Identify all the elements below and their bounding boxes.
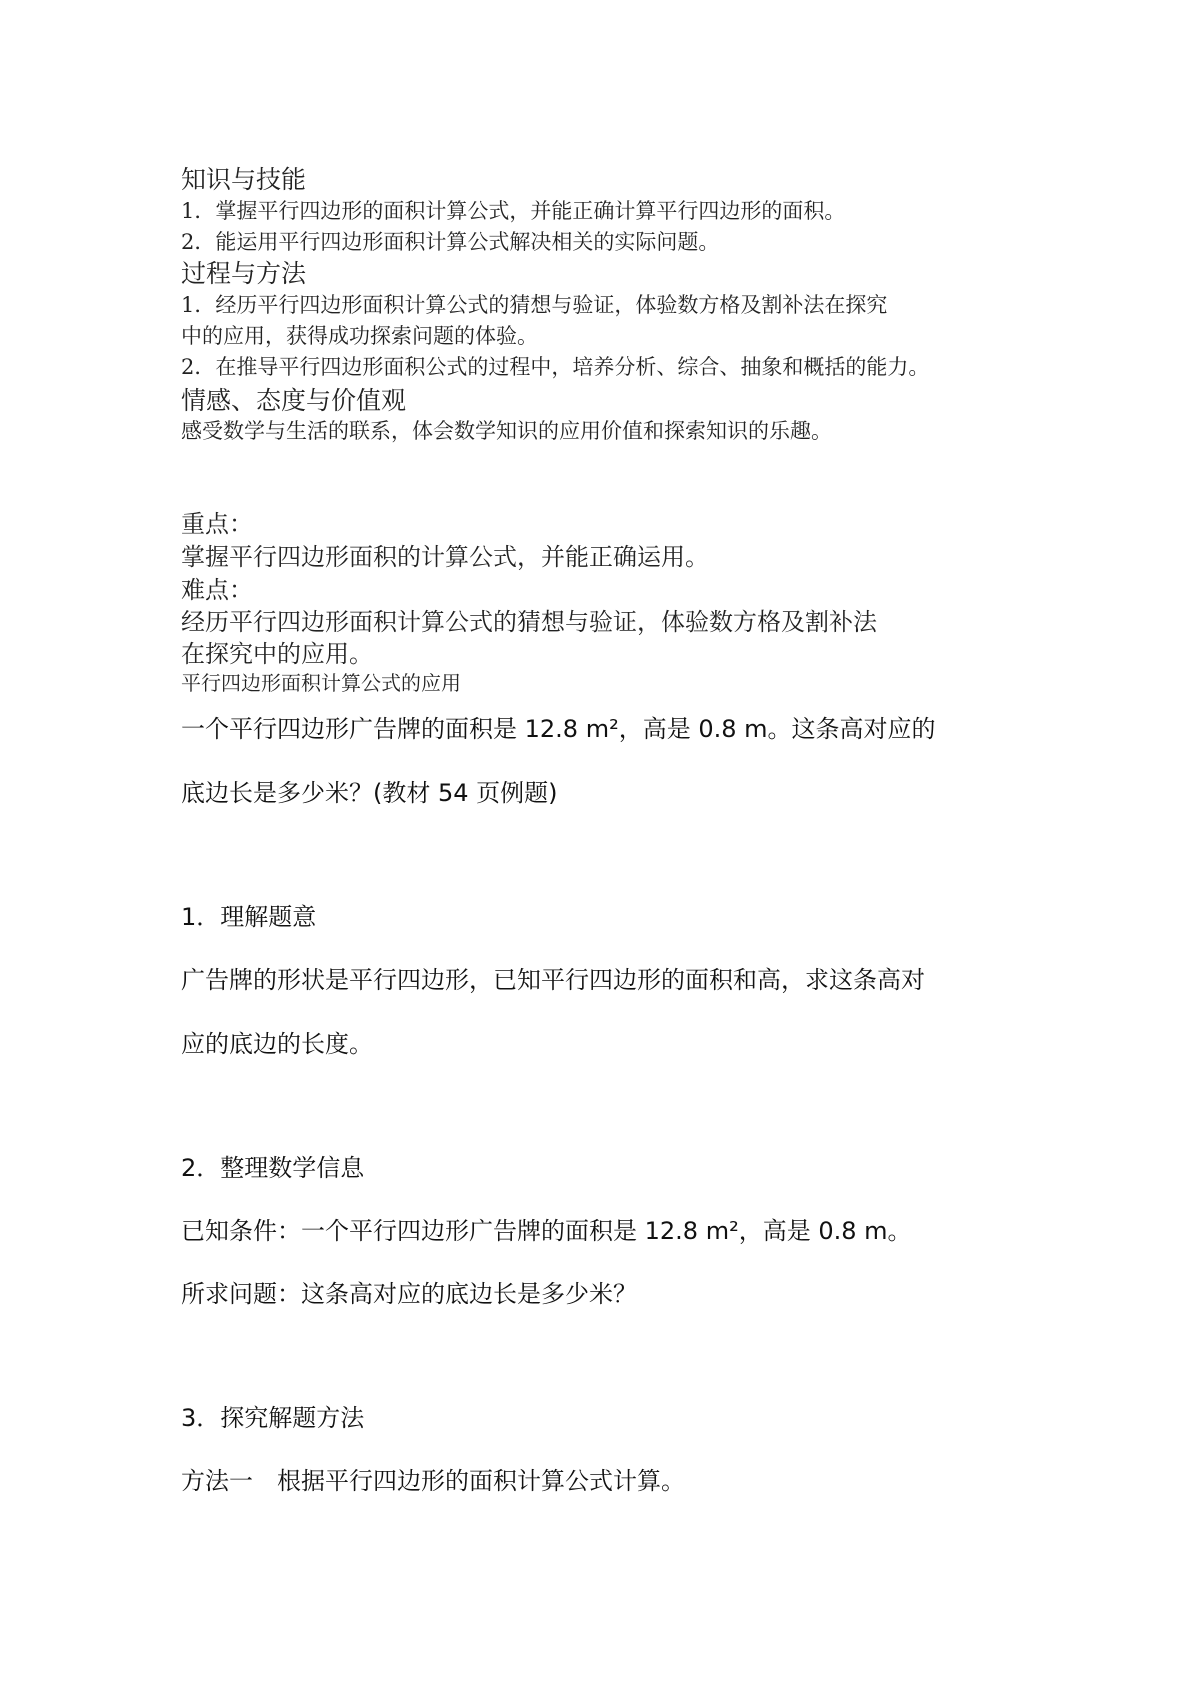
emotion-values-heading: 情感、态度与价值观 xyxy=(181,386,407,415)
problem-line-1: 一个平行四边形广告牌的面积是 12.8 m²，高是 0.8 m。这条高对应的 xyxy=(181,715,936,743)
process-item-2: 2．在推导平行四边形面积公式的过程中，培养分析、综合、抽象和概括的能力。 xyxy=(181,355,930,379)
step-1-line-2: 应的底边的长度。 xyxy=(181,1030,373,1058)
step-3-title: 3．探究解题方法 xyxy=(181,1404,365,1432)
step-1-line-1: 广告牌的形状是平行四边形，已知平行四边形的面积和高，求这条高对 xyxy=(181,966,925,994)
step-2-known-conditions: 已知条件：一个平行四边形广告牌的面积是 12.8 m²，高是 0.8 m。 xyxy=(181,1217,912,1245)
focus-label: 重点： xyxy=(181,510,253,538)
knowledge-item-2: 2．能运用平行四边形面积计算公式解决相关的实际问题。 xyxy=(181,230,720,254)
process-methods-heading: 过程与方法 xyxy=(181,259,307,288)
process-item-1: 1．经历平行四边形面积计算公式的猜想与验证，体验数方格及割补法在探究 xyxy=(181,293,888,317)
step-2-question: 所求问题：这条高对应的底边长是多少米？ xyxy=(181,1280,637,1308)
difficulty-line-1: 经历平行四边形面积计算公式的猜想与验证，体验数方格及割补法 xyxy=(181,608,877,636)
section-title: 平行四边形面积计算公式的应用 xyxy=(181,671,461,695)
knowledge-skills-heading: 知识与技能 xyxy=(181,165,307,194)
step-1-title: 1．理解题意 xyxy=(181,903,317,931)
difficulty-label: 难点： xyxy=(181,576,253,604)
difficulty-line-2: 在探究中的应用。 xyxy=(181,640,373,668)
focus-text: 掌握平行四边形面积的计算公式，并能正确运用。 xyxy=(181,543,709,571)
problem-line-2: 底边长是多少米？(教材 54 页例题) xyxy=(181,779,558,807)
step-2-title: 2．整理数学信息 xyxy=(181,1154,365,1182)
process-item-1-continued: 中的应用，获得成功探索问题的体验。 xyxy=(181,324,538,348)
step-3-method-1: 方法一 根据平行四边形的面积计算公式计算。 xyxy=(181,1467,685,1495)
emotion-item-1: 感受数学与生活的联系，体会数学知识的应用价值和探索知识的乐趣。 xyxy=(181,419,832,443)
knowledge-item-1: 1．掌握平行四边形的面积计算公式，并能正确计算平行四边形的面积。 xyxy=(181,199,846,223)
